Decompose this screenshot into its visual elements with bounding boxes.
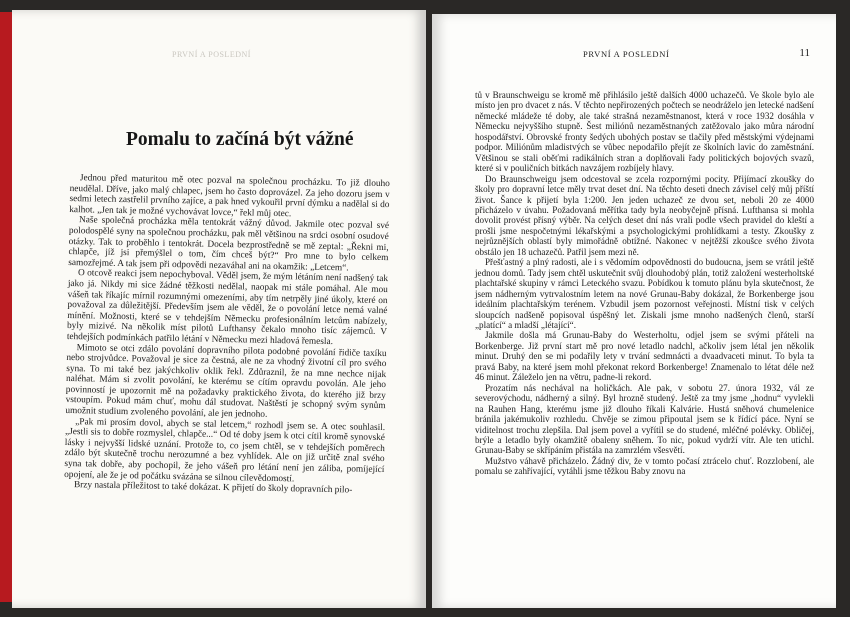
left-page-body	[64, 173, 390, 497]
paragraph: tů v Braunschweigu se kromě mě přihlásilo ještě dalších 4000 uchazečů. Ve škole bylo ale místo jen pro dvacet z nás. V těchto nepřirozených počtech se neodráželo jen letecké nadšení německé mládeže té doby, ale také strašná nezaměstnanost, která v roce 1932 dosáhla v Německu nejvyššího stupně. Šest miliónů nezaměstnaných zatěžovalo jako můra národní hospodářství. Obrovské fronty šedých ubohých postav se tlačily před městskými výdejnami podpor. Miliónům mladistvých se vůbec nepodařilo přejít ze školních lavic do zaměstnání. Většinou se stali oběťmi radikálních stran a doplňovali řady politických bojových svazů, které si v pouličních bitkách navzájem rozbíjely hlavy.	[475, 90, 814, 174]
paragraph: Prozatím nás nechával na holičkách. Ale pak, v sobotu 27. února 1932, vál ze severovýchodu, nádherný a silný. Byl hrozně studený. Ještě za tmy jsme „hodnu“ vyvlekli na Rauhen Hang, kterému jsme již dlouho říkali Kalvárie. Hustá sněhová chumelenice bránila jakémukoliv rozhledu. Chvěje se zimou připoutal jsem se k řídící páce. Nyní se viditelnost trochu zlepšila. Dal jsem povel a vyřítil se do studené, mléčné polévky. Obličej, brýle a letadlo byly okamžitě obaleny sněhem. To nic, pokud vydrží vítr. Ale ten utichl. Grunau-Baby se skřípáním přistála na zamrzlém všesvětí.	[475, 382, 814, 456]
right-page-body	[475, 90, 814, 477]
paragraph: O otcově reakci jsem nepochyboval. Věděl jsem, že mým létáním není nadšený tak jako já. Nikdy mi sice žádné těžkosti nedělal, naopak mi stále pomáhal. Ale mou vášeň tak říkajíc mírnil rozumnými omezeními, aby tím netrpěly jiné úkoly, které on považoval za důležitější. Především jsem ale věděl, že o povolání letce nemá valné mínění. Možnosti, které se v tehdejším Německu profesionálním letcům nabízely, byly mizivé. Na několik míst pilotů Lufthansy čekalo mnoho tisíc zájemců. V tehdejších podmínkách patřilo létání v Německu mezi hladová řemesla.	[66, 268, 389, 347]
paragraph: Naše společná procházka měla tentokrát vážný důvod. Jakmile otec pozval své polodospělé syny na společnou procházku, pak měl většinou na srdci osobní osudové otázky. Tak to proběhlo i tentokrát. Docela bezprostředně se mě zeptal: „Řekni mi, chlapče, jíž jsi přemýšlel o tom, čím chceš být?“ Pro mne to bylo celkem samozřejmé. A tak jsem při odpovědi nezaváhal ani na okamžik: „Letcem“.	[68, 215, 390, 274]
page-number: 11	[799, 47, 810, 59]
paragraph: Jednou před maturitou mě otec pozval na společnou procházku. To již dlouho neudělal. Dříve, jako malý chlapec, jsem ho často doprovázel. Za jeho dozoru jsem v sedmi letech zastřelil prvního zajíce, a pak hned vykouřil první dýmku a nadělal si do kalhot. „Jen tak je možné vychovávat lovce,“ řekl můj otec.	[69, 173, 390, 220]
left-page	[12, 10, 426, 608]
paragraph: Přešťastný a plný radosti, ale i s vědomím odpovědnosti do budoucna, jsem se vrátil ještě jednou domů. Tady jsem chtěl uskutečnit svůj dlouhodobý plán, totiž založení westerholtské plachtařské skupiny v rámci Leteckého svazu. Pobídkou k tomuto plánu byla skutečnost, že jsem nádherným vytrvalostním letem na nové Grunau-Baby dokázal, že Borkenberge jsou ideálním plachtařským terénem. Vzbudil jsem pozornost veřejnosti. Místní tisk v celých sloupcích nadšeně popisoval úspěšný let. Ziskali jsme mnoho nadšených členů, starší „platící“ a mladší „létající“.	[475, 257, 814, 330]
paragraph: Brzy nastala příležitost to také dokázat. K přijetí do školy dopravních pilo-	[73, 480, 353, 496]
paragraph: Do Braunschweigu jsem odcestoval se zcela rozpornými pocity. Přijímací zkoušky do školy pro dopravní letce měly trvat deset dní. Na těchto deseti dnech závisel celý můj příští život. Šance k přijetí byla 1:200. Jen jeden uchazeč ze dvou set, neboli 20 ze 4000 přicházelo v úvahu. Požadovaná měřítka tady byla neobyčejně přísná. Lufthansa si mohla dovolit provést přísný výběr. Na celých deset dní nás vrali podle všech pravidel do kleští a prošli jsme nespočetnými lékařskými a psychologickými prohlídkami a testy. Zkoušky z nejrůznějších oblastí byly mimořádně obtížné. Nakonec v nejtěžší zkoušce svého života obstálo jen 18 uchazečů. Patřil jsem mezi ně.	[475, 173, 814, 257]
paragraph: Mužstvo váhavě přicházelo. Žádný div, že v tomto počasí ztrácelo chuť. Rozzlobení, ale pomalu se zahřívající, vytáhli jsme těžkou Baby znovu na	[475, 455, 814, 477]
right-page	[432, 14, 836, 608]
chapter-title: Pomalu to začíná být vážné	[126, 129, 354, 150]
paragraph: „Pak mi prosím dovol, abych se stal letcem,“ rozhodl jsem se. A otec souhlasil. „Jestli sis to dobře rozmyslel, chlapče...“ Od té doby jsem k otci cítil kromě synovské lásky i nejvyšší lidské uznání. Protože to, co jsem chtěl, se v tehdejších poměrech zdálo být skutečně trochu nerozumné a bez vyhlídek. Ale on již určitě znal svého syna tak dobře, aby pochopil, že jeho vášeň pro létání není jen záliba, pomíjející opojení, ale že je od počátku svázána se silnou cílevědomostí.	[64, 416, 386, 484]
paragraph: Jakmile došla má Grunau-Baby do Westerholtu, odjel jsem se svými přáteli na Borkenberge. Již první start mě pro nové letadlo nadchl, ačkoliv jsem létal jen několik minut. Druhý den se mi podařily lety v trvání sedmnácti a dvaadvaceti minut. To byla ta pravá Baby, na které jsem mohl překonat rekord Borkenberge! Znamenalo to létat déle než 46 minut. Záleželo jen na větru, padne-li rekord.	[475, 330, 814, 383]
show-through-header: PRVNÍ A POSLEDNÍ	[172, 50, 251, 59]
running-head: PRVNÍ A POSLEDNÍ	[583, 49, 670, 59]
paragraph: Mimoto se otci zdálo povolání dopravního pilota podobné povolání řidiče taxíku nebo strojvůdce. Považoval je sice za čestná, ale ne za vhodný životní cíl pro svého syna. To mi také bez jakýchkoliv oklik řekl. Zdůraznil, že na mne nechce nijak naléhat. Mám si zvolit povolání, ke kterému se cítím opravdu povolán. Ale jeho povinností je upozornit mě na požadavky praktického života, do kterého již brzy vstoupím. Pokud mám chuť, mohu dál studovat. Naštěstí je schopný svým synům umožnit studium zvoleného povolání, ale jen jednoho.	[65, 342, 387, 420]
